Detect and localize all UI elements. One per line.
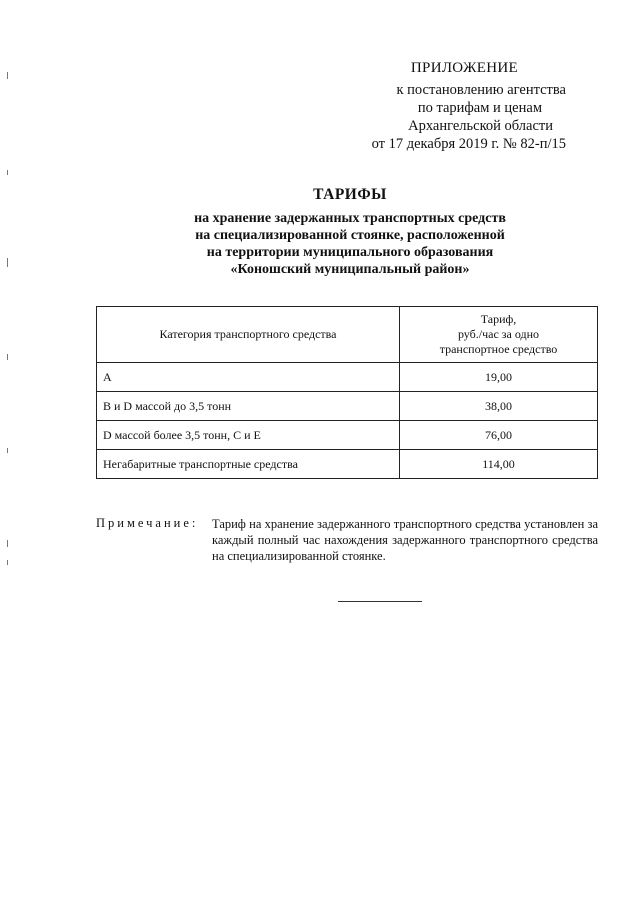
scan-artifact bbox=[7, 258, 8, 267]
note-label: Примечание: bbox=[96, 516, 199, 530]
tariff-cell: 76,00 bbox=[400, 421, 598, 450]
tariff-cell: 38,00 bbox=[400, 392, 598, 421]
tariff-header-line: руб./час за одно bbox=[457, 327, 540, 341]
heading-line: на территории муниципального образования bbox=[206, 245, 494, 260]
category-column-header: Категория транспортного средства bbox=[97, 307, 400, 363]
scan-artifact bbox=[7, 540, 8, 547]
category-cell: Негабаритные транспортные средства bbox=[97, 450, 400, 479]
category-cell: D массой более 3,5 тонн, C и E bbox=[97, 421, 400, 450]
tariff-column-header bbox=[400, 307, 598, 363]
category-cell: A bbox=[97, 363, 400, 392]
tariff-header-line: Тариф, bbox=[480, 312, 517, 326]
appendix-block bbox=[320, 60, 566, 153]
table-row bbox=[97, 450, 598, 479]
heading-line: на специализированной стоянке, расположенной bbox=[195, 228, 505, 243]
table-row bbox=[97, 392, 598, 421]
tariff-cell: 19,00 bbox=[400, 363, 598, 392]
appendix-line: по тарифам и ценам bbox=[417, 100, 542, 116]
note-text: Тариф на хранение задержанного транспортного средства установлен за каждый полный час нахождения задержанного транспортного средства на специализированной стоянке. bbox=[212, 517, 598, 563]
document-title: ТАРИФЫ bbox=[313, 186, 387, 203]
scan-artifact bbox=[7, 354, 8, 360]
document-heading bbox=[90, 186, 610, 278]
scan-artifact bbox=[7, 170, 8, 175]
appendix-line: от 17 декабря 2019 г. № 82-п/15 bbox=[371, 136, 566, 152]
end-divider bbox=[338, 601, 422, 602]
scan-artifact bbox=[7, 448, 8, 453]
heading-line: на хранение задержанных транспортных средств bbox=[194, 211, 506, 226]
appendix-line: Архангельской области bbox=[408, 118, 553, 134]
tariff-header-line: транспортное средство bbox=[439, 342, 558, 356]
heading-line: «Коношский муниципальный район» bbox=[230, 262, 470, 277]
tariff-table bbox=[96, 306, 598, 479]
scan-artifact bbox=[7, 72, 8, 79]
tariff-cell: 114,00 bbox=[400, 450, 598, 479]
scan-artifact bbox=[7, 560, 8, 565]
table-row bbox=[97, 421, 598, 450]
table-header-row bbox=[97, 307, 598, 363]
category-cell: B и D массой до 3,5 тонн bbox=[97, 392, 400, 421]
table-row bbox=[97, 363, 598, 392]
appendix-line: к постановлению агентства bbox=[396, 82, 566, 98]
appendix-title: ПРИЛОЖЕНИЕ bbox=[410, 60, 518, 76]
